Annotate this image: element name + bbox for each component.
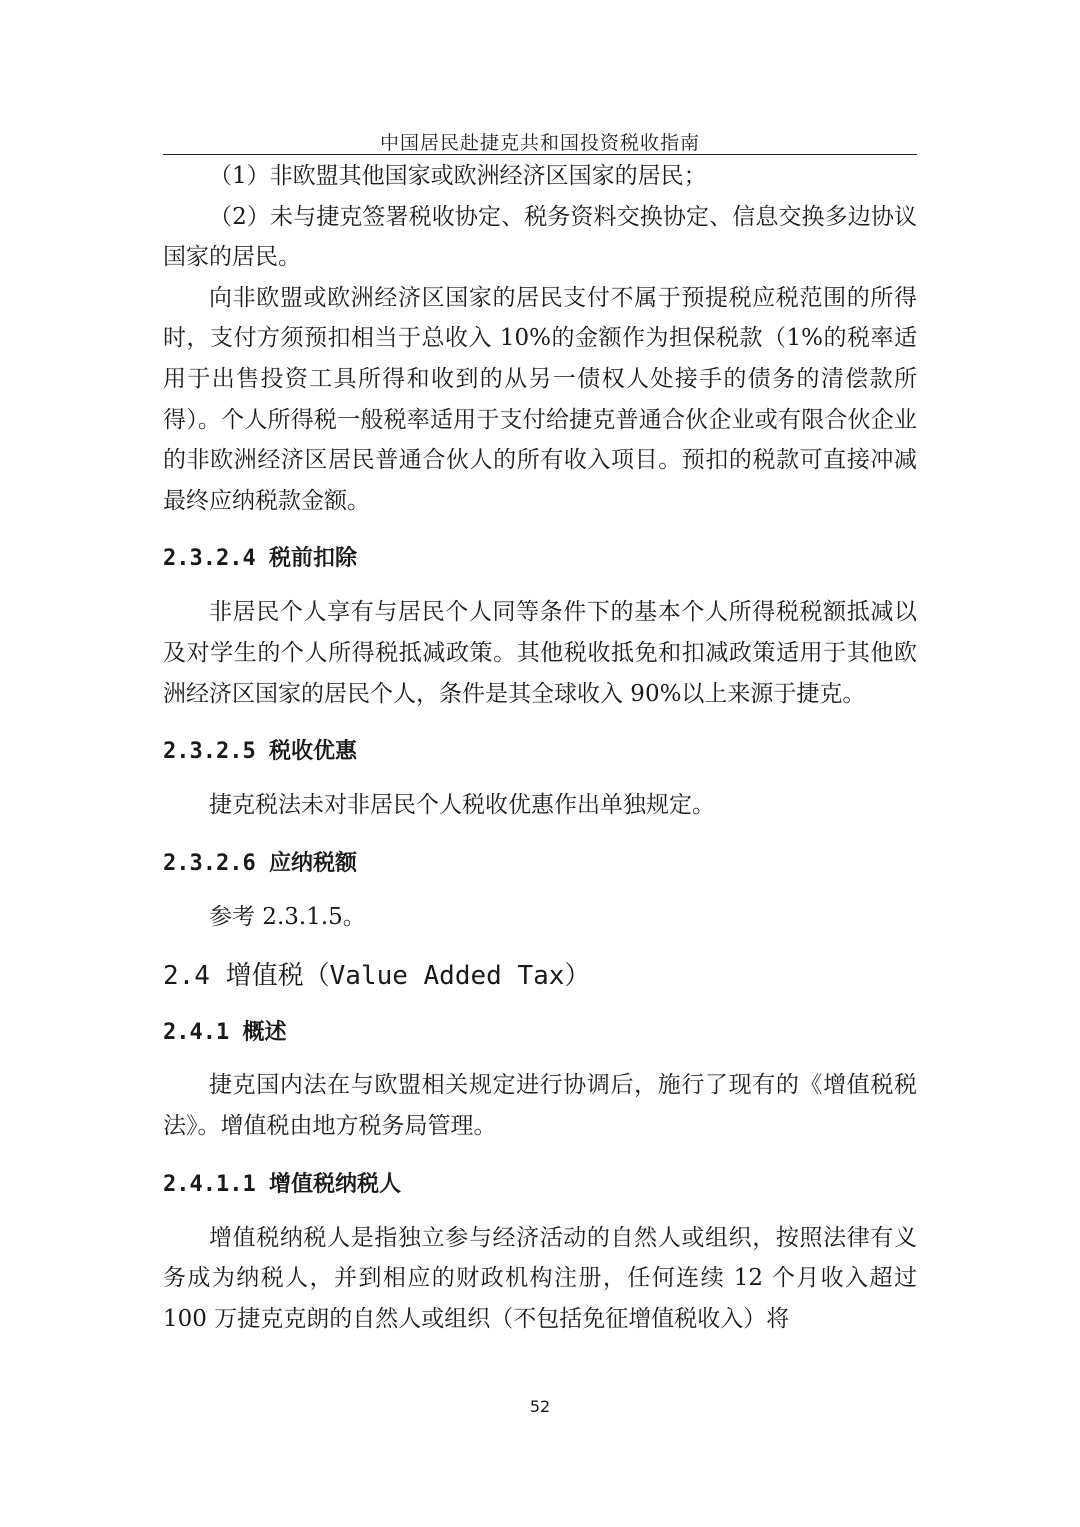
paragraph-vat-taxpayer: 增值税纳税人是指独立参与经济活动的自然人或组织，按照法律有义务成为纳税人，并到相应的财政机构注册，任何连续 12 个月收入超过 100 万捷克克朗的自然人或组织（不包括免征增值税收入）将 <box>163 1224 917 1332</box>
page-number: 52 <box>529 1397 551 1416</box>
page-content <box>163 156 917 1339</box>
paragraph-item-2: （2）未与捷克签署税收协定、税务资料交换协定、信息交换多边协议国家的居民。 <box>163 203 917 271</box>
heading-2-3-2-5: 2.3.2.5 税收优惠 <box>163 739 357 765</box>
paragraph-incentives: 捷克税法未对非居民个人税收优惠作出单独规定。 <box>209 792 715 819</box>
heading-2-4: 2.4 增值税（Value Added Tax） <box>163 961 591 992</box>
running-header: 中国居民赴捷克共和国投资税收指南 <box>379 132 700 154</box>
paragraph-vat-overview: 捷克国内法在与欧盟相关规定进行协调后，施行了现有的《增值税税法》。增值税由地方税务局管理。 <box>163 1072 917 1139</box>
heading-2-4-1-1: 2.4.1.1 增值税纳税人 <box>163 1171 401 1197</box>
paragraph-item-1: （1）非欧盟其他国家或欧洲经济区国家的居民； <box>209 163 707 189</box>
heading-2-3-2-6: 2.3.2.6 应纳税额 <box>163 850 357 876</box>
paragraph-tax-payable: 参考 2.3.1.5。 <box>209 903 366 930</box>
header-rule <box>163 154 917 155</box>
heading-2-3-2-4: 2.3.2.4 税前扣除 <box>163 546 357 572</box>
paragraph-withholding: 向非欧盟或欧洲经济区国家的居民支付不属于预提税应税范围的所得时，支付方须预扣相当于总收入 10%的金额作为担保税款（1%的税率适用于出售投资工具所得和收到的从另一债权人处接手的债务的清偿款所得）。个人所得税一般税率适用于支付给捷克普通合伙企业或有限合伙企业的非欧洲经济区居民普通合伙人的所有收入项目。预扣的税款可直接冲减最终应纳税款金额。 <box>163 284 917 514</box>
heading-2-4-1: 2.4.1 概述 <box>163 1020 287 1046</box>
paragraph-deductions: 非居民个人享有与居民个人同等条件下的基本个人所得税税额抵减以及对学生的个人所得税抵减政策。其他税收抵免和扣减政策适用于其他欧洲经济区国家的居民个人，条件是其全球收入 90%以上来源于捷克。 <box>163 599 917 707</box>
